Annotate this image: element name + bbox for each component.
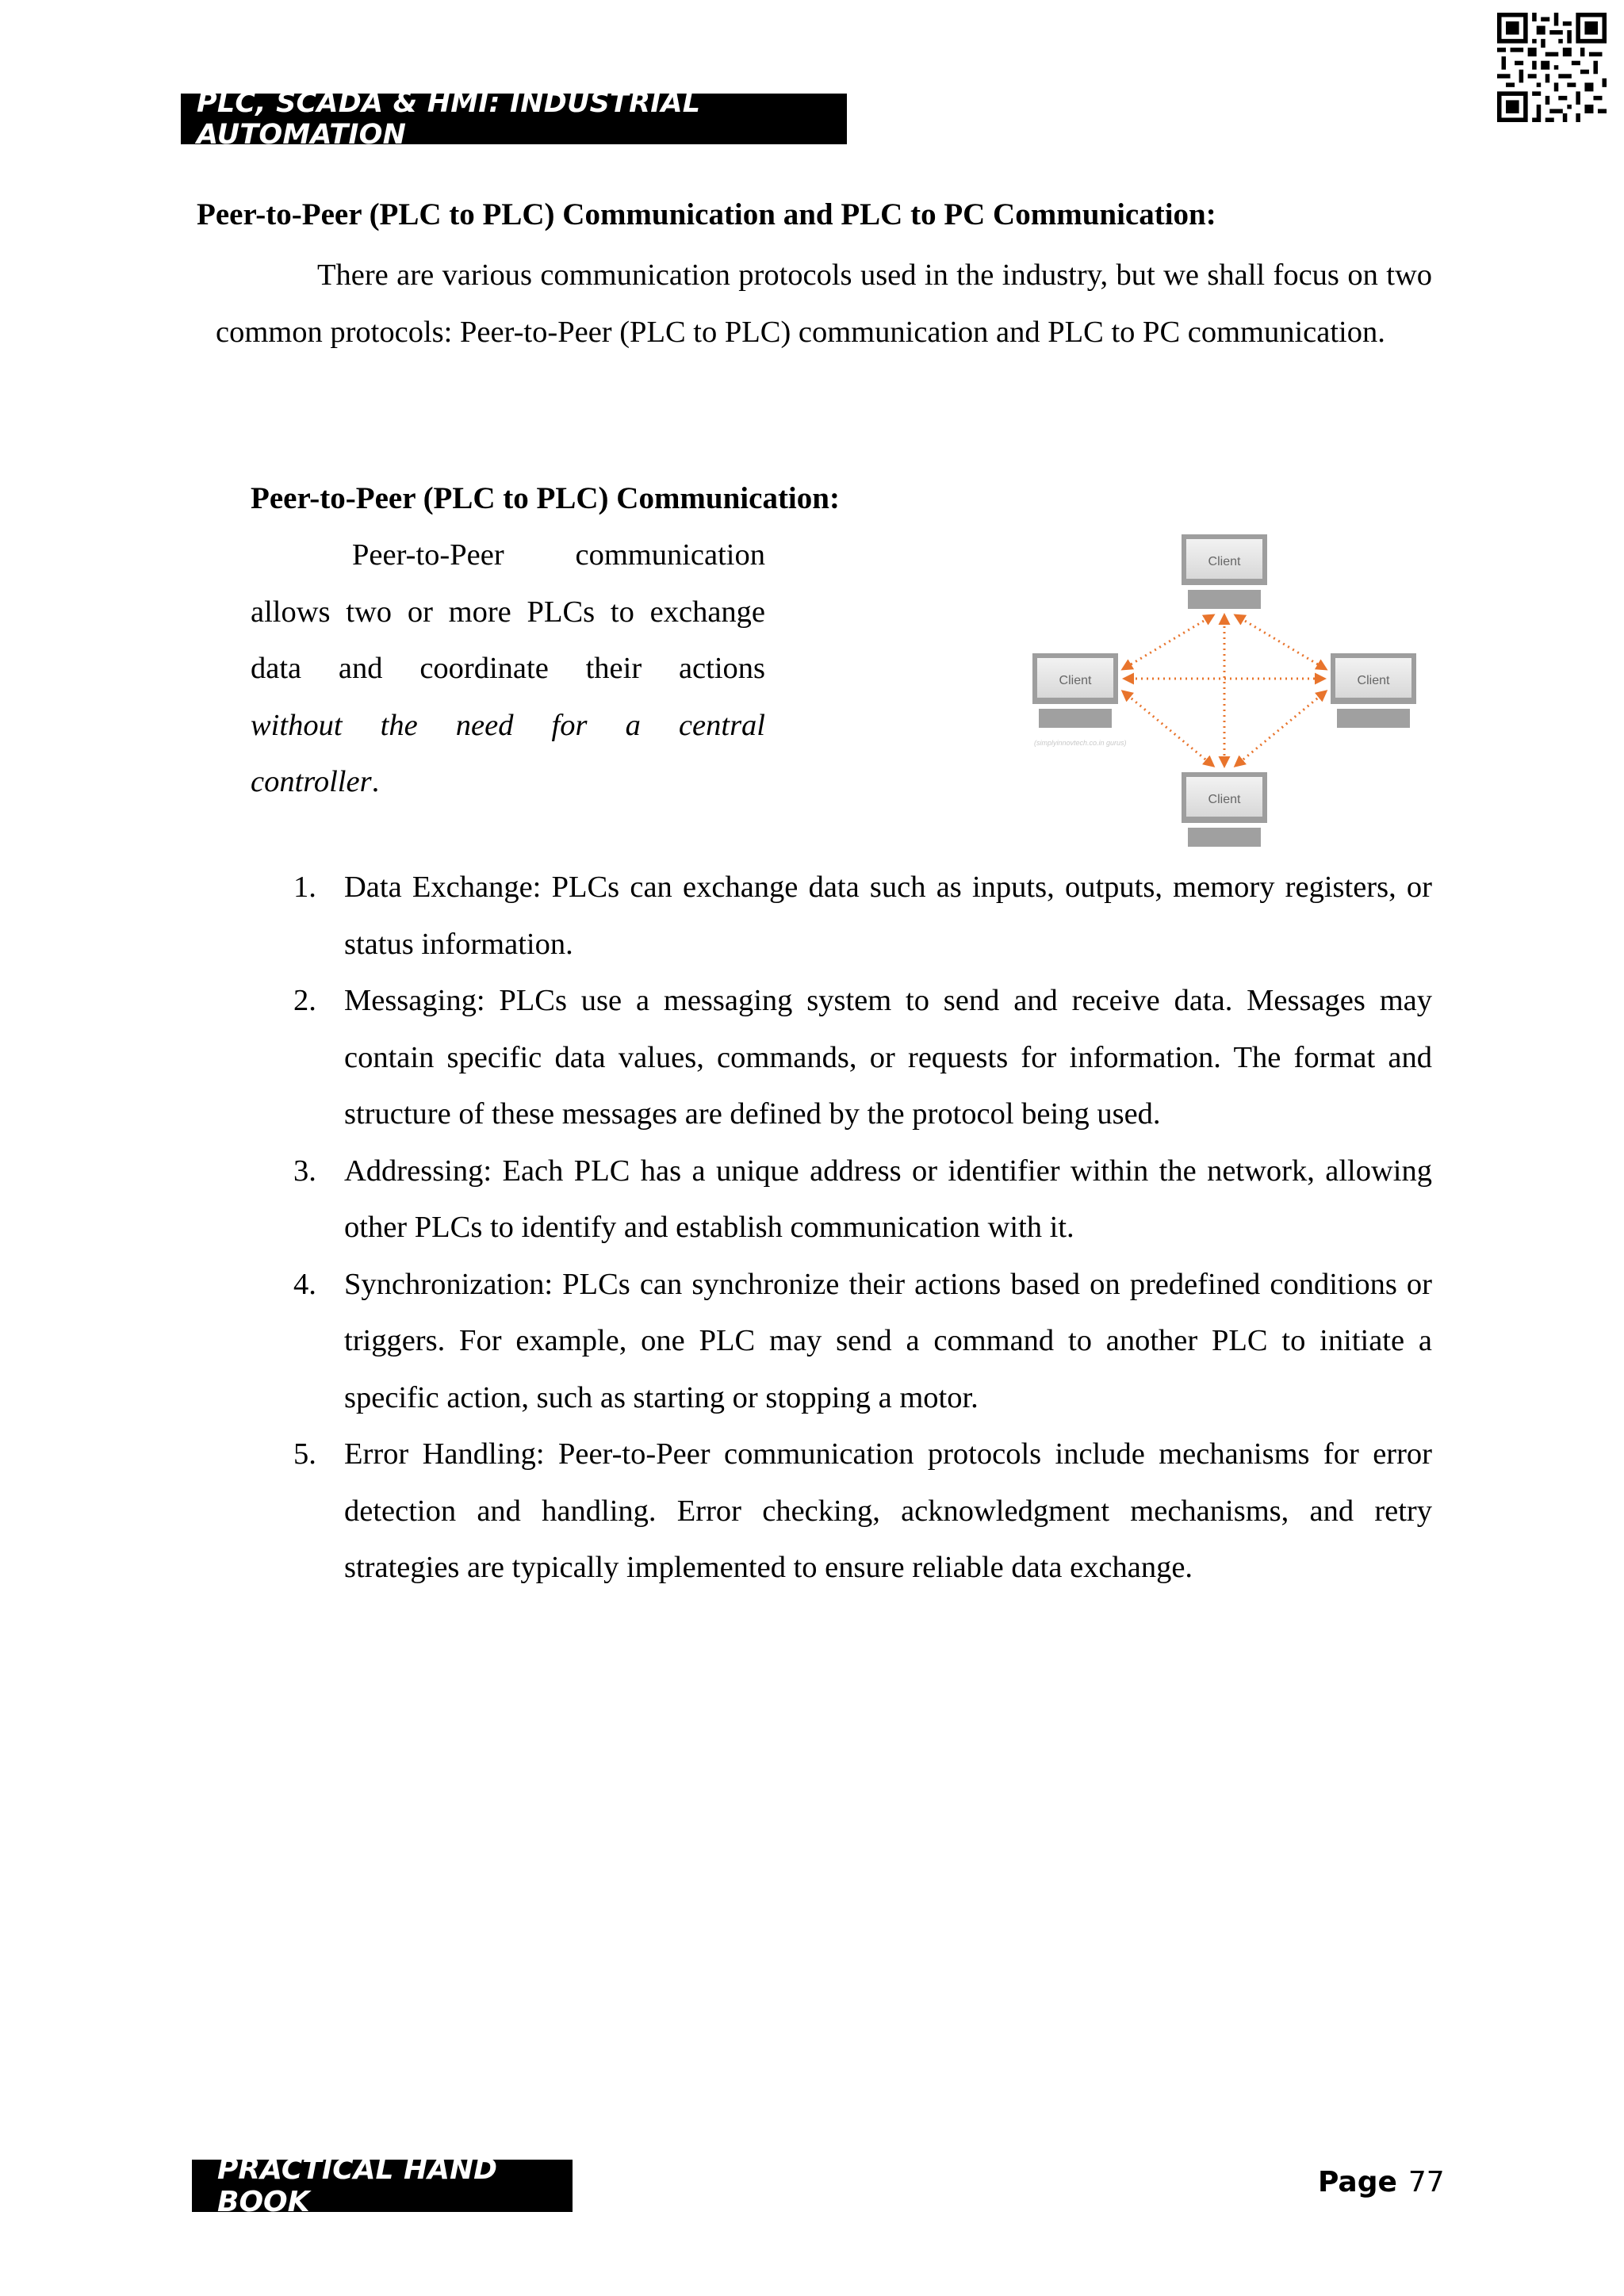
list-item: 1. Data Exchange: PLCs can exchange data such as inputs, outputs, memory registers, or status information. <box>293 871 1432 961</box>
list-item: 3. Addressing: Each PLC has a unique address or identifier within the network, allowing other PLCs to identify and establish communication with it. <box>293 1154 1432 1244</box>
footer-banner <box>192 2153 573 2218</box>
arrow-top-left <box>1123 615 1213 669</box>
section-heading: Peer-to-Peer (PLC to PLC) Communication and PLC to PC Communication: <box>197 197 1216 232</box>
client-label-bottom: Client <box>1208 793 1241 806</box>
peer-to-peer-diagram <box>1023 530 1435 851</box>
intro-paragraph <box>216 247 1432 361</box>
footer-book-label: PRACTICAL HAND BOOK <box>217 2153 497 2218</box>
p2p-line-1: Peer-to-Peer communication <box>352 538 765 572</box>
p2p-paragraph: Peer-to-Peer communication allows two or more PLCs to exchange data and coordinate their actions without the need for a central controller. <box>251 538 765 798</box>
p2p-line-5: controller <box>251 765 372 798</box>
page-label: Page <box>1318 2166 1397 2198</box>
client-label-left: Client <box>1059 674 1092 687</box>
page-number-value: 77 <box>1408 2166 1445 2198</box>
client-node-left <box>1032 653 1118 728</box>
arrow-bottom-right <box>1235 691 1326 766</box>
p2p-heading: Peer-to-Peer (PLC to PLC) Communication: <box>251 481 840 515</box>
arrow-bottom-left <box>1123 691 1213 766</box>
feature-list <box>293 859 1432 1597</box>
qr-code-icon <box>1497 13 1607 122</box>
list-item: 5. Error Handling: Peer-to-Peer communication protocols include mechanisms for error detection and handling. Error checking, acknowledgment mechanisms, and retry strategies are typically implemented to ensure reliable data exchange. <box>293 1437 1432 1584</box>
list-item: 2. Messaging: PLCs use a messaging system to send and receive data. Messages may contain specific data values, commands, or requests for information. The format and structure of these messages are defined by the protocol being used. <box>293 984 1432 1131</box>
client-node-right <box>1331 653 1416 728</box>
header-banner <box>181 87 847 151</box>
page-number <box>1318 2166 1445 2198</box>
p2p-line-3: data and coordinate their actions <box>251 652 765 685</box>
client-node-top <box>1182 534 1267 609</box>
intro-text: There are various communication protocols used in the industry, but we shall focus on two common protocols: Peer-to-Peer (PLC to PLC) communication and PLC to PC communication. <box>216 258 1432 349</box>
list-item: 4. Synchronization: PLCs can synchronize their actions based on predefined conditions or triggers. For example, one PLC may send a command to another PLC to initiate a specific action, such as starting or stopping a motor. <box>293 1267 1432 1414</box>
client-label-right: Client <box>1357 674 1390 687</box>
client-node-bottom <box>1182 772 1267 847</box>
diagram-watermark: (simplyinnovtech.co.in gurus) <box>1034 739 1127 747</box>
client-label-top: Client <box>1208 555 1241 568</box>
arrow-top-right <box>1235 615 1326 669</box>
header-title: PLC, SCADA & HMI: INDUSTRIAL AUTOMATION <box>197 87 701 151</box>
p2p-line-4: without the need for a central <box>251 708 765 742</box>
p2p-line-2: allows two or more PLCs to exchange <box>251 595 765 629</box>
